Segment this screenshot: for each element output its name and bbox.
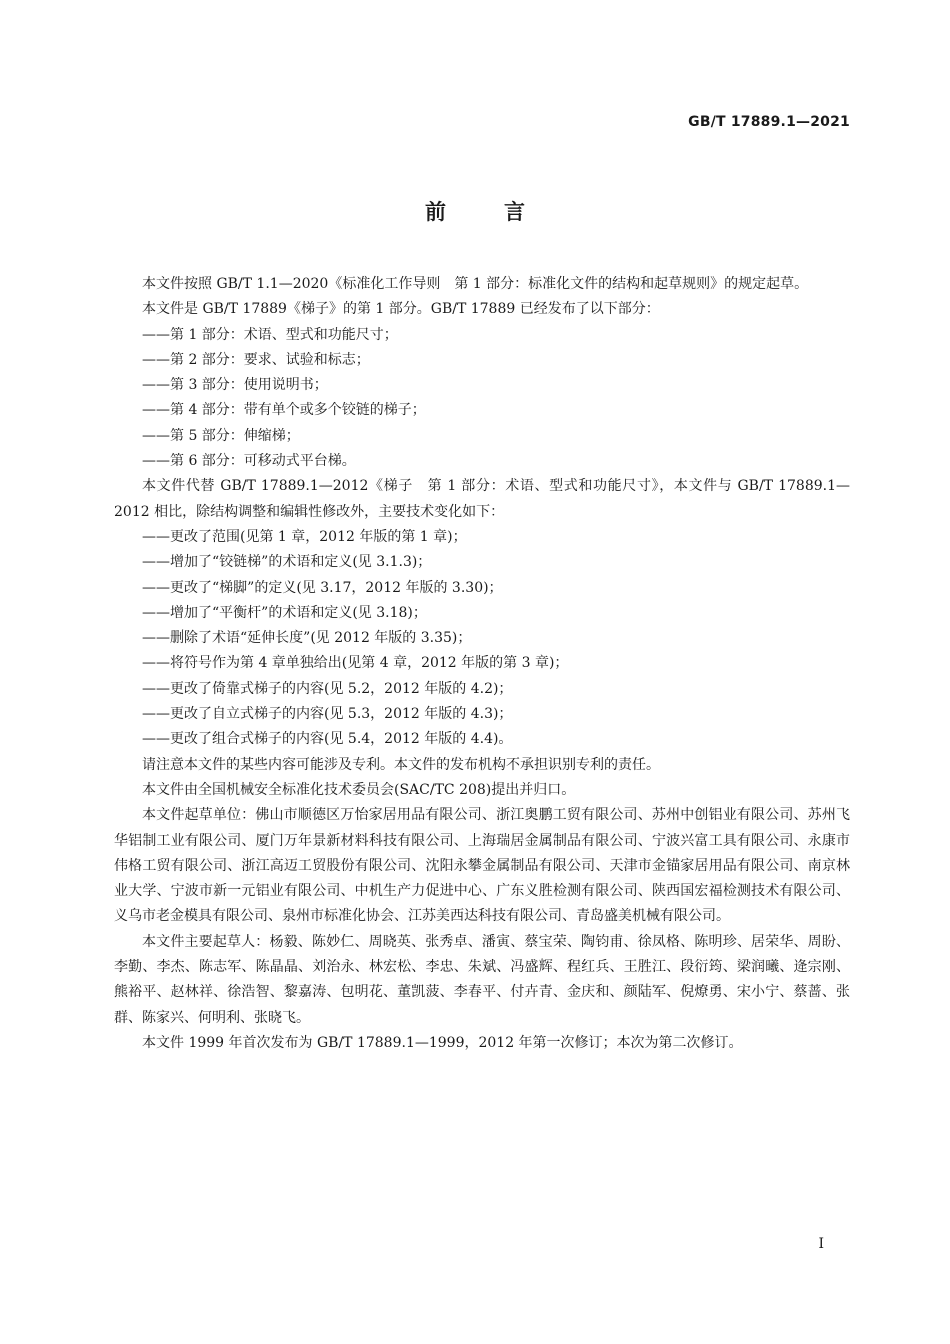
list-item: ——第 4 部分：带有单个或多个铰链的梯子；	[142, 402, 426, 419]
paragraph: 本文件是 GB/T 17889《梯子》的第 1 部分。GB/T 17889 已经发布了以下部分：	[142, 301, 660, 318]
list-item: ——增加了“平衡杆”的术语和定义(见 3.18)；	[142, 604, 427, 621]
list-item: ——第 1 部分：术语、型式和功能尺寸；	[142, 326, 398, 343]
paragraph: 本文件主要起草人：杨毅、陈妙仁、周晓英、张秀卓、潘寅、蔡宝荣、陶钧甫、徐凤格、陈明珍、居荣华、周盼、李勤、李杰、陈志军、陈晶晶、刘治永、林宏松、李忠、朱斌、冯盛辉、程红兵、王胜江、段衍筠、梁润曦、逄宗刚、熊裕平、赵林祥、徐浩智、黎嘉涛、包明花、董凯菠、李春平、付卉青、金庆和、颜陆军、倪燎勇、宋小宁、蔡蔷、张群、陈家兴、何明利、张晓飞。	[114, 933, 850, 1026]
list-item: ——更改了组合式梯子的内容(见 5.4，2012 年版的 4.4)。	[142, 731, 513, 748]
paragraph: 本文件由全国机械安全标准化技术委员会(SAC/TC 208)提出并归口。	[142, 781, 576, 798]
document-body	[114, 272, 850, 1056]
list-item: ——第 6 部分：可移动式平台梯。	[142, 453, 356, 470]
list-item: ——第 2 部分：要求、试验和标志；	[142, 351, 370, 368]
list-item: ——第 5 部分：伸缩梯；	[142, 427, 300, 444]
list-item: ——删除了术语“延伸长度”(见 2012 年版的 3.35)；	[142, 630, 472, 647]
list-item: ——更改了倚靠式梯子的内容(见 5.2，2012 年版的 4.2)；	[142, 680, 513, 697]
list-item: ——更改了自立式梯子的内容(见 5.3，2012 年版的 4.3)；	[142, 706, 513, 723]
list-item: ——更改了范围(见第 1 章，2012 年版的第 1 章)；	[142, 528, 467, 545]
list-item: ——第 3 部分：使用说明书；	[142, 377, 328, 394]
list-item: ——增加了“铰链梯”的术语和定义(见 3.1.3)；	[142, 554, 432, 571]
list-item: ——将符号作为第 4 章单独给出(见第 4 章，2012 年版的第 3 章)；	[142, 655, 569, 672]
paragraph: 本文件代替 GB/T 17889.1—2012《梯子 第 1 部分：术语、型式和功能尺寸》，本文件与 GB/T 17889.1—2012 相比，除结构调整和编辑性修改外，主要技术变化如下：	[114, 478, 850, 520]
paragraph: 本文件按照 GB/T 1.1—2020《标准化工作导则 第 1 部分：标准化文件的结构和起草规则》的规定起草。	[142, 276, 809, 292]
standard-number: GB/T 17889.1—2021	[688, 114, 850, 130]
paragraph: 请注意本文件的某些内容可能涉及专利。本文件的发布机构不承担识别专利的责任。	[142, 756, 660, 773]
page-number: I	[818, 1236, 824, 1252]
paragraph: 本文件起草单位：佛山市顺德区万怡家居用品有限公司、浙江奥鹏工贸有限公司、苏州中创铝业有限公司、苏州飞华铝制工业有限公司、厦门万年景新材料科技有限公司、上海瑞居金属制品有限公司、宁波兴富工具有限公司、永康市伟格工贸有限公司、浙江高迈工贸股份有限公司、沈阳永攀金属制品有限公司、天津市金锚家居用品有限公司、南京林业大学、宁波市新一元铝业有限公司、中机生产力促进中心、广东义胜检测有限公司、陕西国宏福检测技术有限公司、义乌市老金模具有限公司、泉州市标准化协会、江苏美西达科技有限公司、青岛盛美机械有限公司。	[114, 807, 850, 925]
page-title: 前言	[425, 200, 583, 224]
paragraph: 本文件 1999 年首次发布为 GB/T 17889.1—1999，2012 年第一次修订；本次为第二次修订。	[142, 1034, 743, 1051]
list-item: ——更改了“梯脚”的定义(见 3.17，2012 年版的 3.30)；	[142, 579, 503, 596]
